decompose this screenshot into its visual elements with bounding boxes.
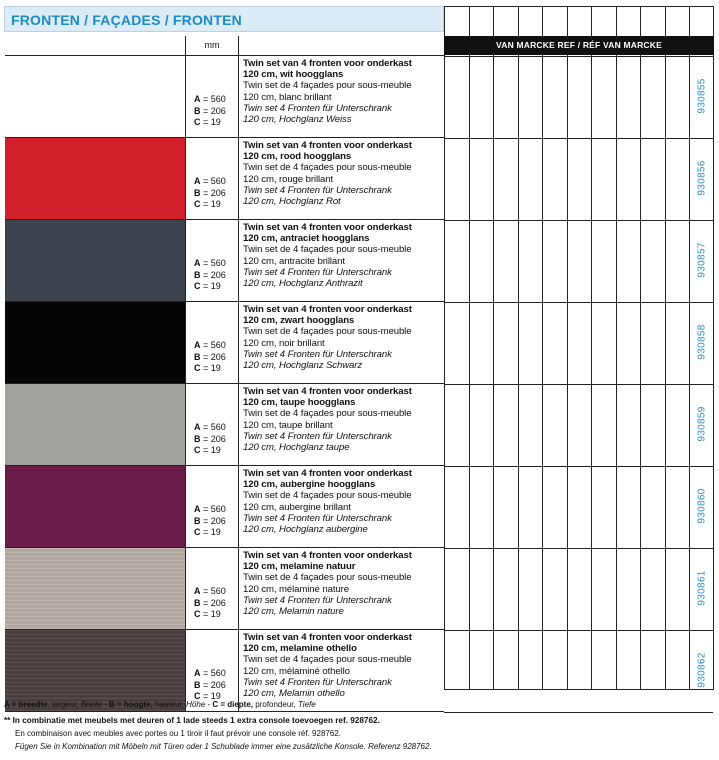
- description-nl: Twin set van 4 fronten voor onderkast 120 cm, rood hoogglans: [243, 140, 412, 163]
- description-fr: Twin set de 4 façades pour sous-meuble 120 cm, aubergine brillant: [243, 490, 412, 513]
- description-fr: Twin set de 4 façades pour sous-meuble 120 cm, antracite brillant: [243, 244, 412, 267]
- product-row: [5, 383, 445, 465]
- note-fr: En combinaison avec meubles avec portes ou 1 tiroir il faut prévoir une console réf. 928762.: [15, 729, 341, 738]
- product-row: [5, 137, 445, 219]
- dim-a: A = 560: [194, 340, 226, 350]
- grid-row-line: [444, 630, 713, 631]
- table-header: [5, 36, 445, 55]
- color-swatch: [5, 302, 185, 383]
- ref-code-text: 930861: [696, 570, 707, 606]
- product-description: [243, 304, 443, 371]
- grid-column-line: [616, 7, 617, 689]
- grid-row-line: [444, 220, 713, 221]
- legend-c-de: Tiefe: [297, 700, 316, 709]
- dim-b: B = 206: [194, 515, 226, 526]
- description-fr: Twin set de 4 façades pour sous-meuble 120 cm, blanc brillant: [243, 80, 412, 103]
- product-row: [5, 55, 445, 137]
- dim-b: B = 206: [194, 187, 226, 198]
- grid-column-line: [640, 7, 641, 689]
- color-swatch: [5, 220, 185, 301]
- dim-a: A = 560: [194, 504, 226, 514]
- dim-c: C = 19: [194, 691, 221, 701]
- dim-c: C = 19: [194, 117, 221, 127]
- dim-a: A = 560: [194, 422, 226, 432]
- dim-a: A = 560: [194, 258, 226, 268]
- ref-code-text: 930856: [696, 160, 707, 196]
- description-de: Twin set 4 Fronten für Unterschrank 120 cm, Hochglanz Schwarz: [243, 348, 392, 372]
- ref-code-text: 930858: [696, 324, 707, 360]
- ref-code-text: 930857: [696, 242, 707, 278]
- ref-code-text: 930859: [696, 406, 707, 442]
- legend-a-de: Breite: [80, 700, 102, 709]
- dimensions: [185, 302, 239, 383]
- product-row: [5, 629, 445, 711]
- description-nl: Twin set van 4 fronten voor onderkast 120 cm, aubergine hoogglans: [243, 468, 412, 491]
- grid-column-line: [542, 7, 543, 689]
- dim-a: A = 560: [194, 668, 226, 678]
- description-de: Twin set 4 Fronten für Unterschrank 120 cm, Melamin nature: [243, 594, 392, 618]
- dimensions: [185, 384, 239, 465]
- legend-c-fr: profondeur,: [255, 700, 296, 709]
- ref-code: [689, 629, 714, 711]
- description-nl: Twin set van 4 fronten voor onderkast 120 cm, taupe hoogglans: [243, 386, 412, 409]
- legend-c-key: C: [212, 700, 219, 709]
- dim-a: A = 560: [194, 176, 226, 186]
- description-de: Twin set 4 Fronten für Unterschrank 120 cm, Hochglanz taupe: [243, 430, 392, 454]
- grid-row-line: [444, 302, 713, 303]
- color-swatch: [5, 466, 185, 547]
- product-description: [243, 632, 443, 699]
- grid-row-line: [444, 466, 713, 467]
- dim-a: A = 560: [194, 586, 226, 596]
- dimensions: [185, 56, 239, 137]
- legend-b-fr: hauteur,: [154, 700, 184, 709]
- legend-a-fr: largeur,: [51, 700, 79, 709]
- dim-b: B = 206: [194, 597, 226, 608]
- ref-code: [689, 547, 714, 629]
- dim-c: C = 19: [194, 527, 221, 537]
- description-fr: Twin set de 4 façades pour sous-meuble 120 cm, rouge brillant: [243, 162, 412, 185]
- description-de: Twin set 4 Fronten für Unterschrank 120 cm, Hochglanz Rot: [243, 184, 392, 208]
- color-swatch: [5, 384, 185, 465]
- dim-b: B = 206: [194, 105, 226, 116]
- dimensions: [185, 220, 239, 301]
- grid-column-line: [469, 7, 470, 689]
- ref-code: [689, 55, 714, 137]
- description-de: Twin set 4 Fronten für Unterschrank 120 cm, Hochglanz aubergine: [243, 512, 392, 536]
- product-description: [243, 58, 443, 125]
- note-de: Fügen Sie in Kombination mit Möbeln mit Türen oder 1 Schublade immer eine zusätzliche Konsole. Referenz 928762.: [15, 742, 432, 751]
- description-nl: Twin set van 4 fronten voor onderkast 120 cm, wit hoogglans: [243, 58, 412, 81]
- product-description: [243, 468, 443, 535]
- dim-a: A = 560: [194, 94, 226, 104]
- ref-code: [689, 465, 714, 547]
- grid-row-line: [444, 712, 713, 713]
- description-de: Twin set 4 Fronten für Unterschrank 120 cm, Melamin othello: [243, 676, 392, 700]
- legend-c-nl: diepte,: [227, 700, 254, 709]
- description-de: Twin set 4 Fronten für Unterschrank 120 cm, Hochglanz Weiss: [243, 102, 392, 126]
- dimensions: [185, 466, 239, 547]
- grid-row-line: [444, 384, 713, 385]
- grid-row-line: [444, 548, 713, 549]
- legend-b-nl: hoogte,: [123, 700, 153, 709]
- dimensions: [185, 138, 239, 219]
- description-nl: Twin set van 4 fronten voor onderkast 120 cm, zwart hoogglans: [243, 304, 412, 327]
- legend-a-key: A: [4, 700, 10, 709]
- product-row: [5, 547, 445, 629]
- dimension-legend: A = breedte, largeur, Breite - B = hoogte, hauteur, Höhe - C = diepte, profondeur, Tiefe: [4, 700, 316, 709]
- ref-code: [689, 383, 714, 465]
- dim-c: C = 19: [194, 363, 221, 373]
- product-row: [5, 219, 445, 301]
- grid-row-line: [444, 138, 713, 139]
- dim-c: C = 19: [194, 609, 221, 619]
- description-nl: Twin set van 4 fronten voor onderkast 120 cm, antraciet hoogglans: [243, 222, 412, 245]
- color-swatch: [5, 138, 185, 219]
- grid-column-line: [518, 7, 519, 689]
- grid-column-line: [567, 7, 568, 689]
- product-description: [243, 222, 443, 289]
- grid-row-line: [444, 56, 713, 57]
- ref-code-text: 930855: [696, 78, 707, 114]
- description-nl: Twin set van 4 fronten voor onderkast 120 cm, melamine natuur: [243, 550, 412, 573]
- description-fr: Twin set de 4 façades pour sous-meuble 120 cm, noir brillant: [243, 326, 412, 349]
- ref-code-text: 930860: [696, 488, 707, 524]
- dim-b: B = 206: [194, 269, 226, 280]
- ref-code: [689, 301, 714, 383]
- description-de: Twin set 4 Fronten für Unterschrank 120 cm, Hochglanz Anthrazit: [243, 266, 392, 290]
- legend-a-nl: breedte: [18, 700, 48, 709]
- product-row: [5, 301, 445, 383]
- description-nl: Twin set van 4 fronten voor onderkast 120 cm, melamine othello: [243, 632, 412, 655]
- description-fr: Twin set de 4 façades pour sous-meuble 120 cm, mélaminé othello: [243, 654, 412, 677]
- unit-header: mm: [185, 36, 239, 55]
- dim-c: C = 19: [194, 281, 221, 291]
- description-fr: Twin set de 4 façades pour sous-meuble 120 cm, taupe brillant: [243, 408, 412, 431]
- dimensions: [185, 548, 239, 629]
- product-description: [243, 140, 443, 207]
- dim-c: C = 19: [194, 199, 221, 209]
- dim-b: B = 206: [194, 679, 226, 690]
- grid-column-line: [665, 7, 666, 689]
- color-swatch: [5, 630, 185, 711]
- dim-c: C = 19: [194, 445, 221, 455]
- legend-b-key: B: [108, 700, 115, 709]
- table-bottom-line: [5, 711, 444, 712]
- section-title: FRONTEN / FAÇADES / FRONTEN: [4, 6, 444, 32]
- ref-code: [689, 219, 714, 301]
- grid-column-line: [493, 7, 494, 689]
- color-swatch: [5, 56, 185, 137]
- ref-header: VAN MARCKE REF / RÉF VAN MARCKE: [444, 36, 714, 55]
- color-swatch: [5, 548, 185, 629]
- ref-code: [689, 137, 714, 219]
- reference-grid: [444, 6, 714, 690]
- legend-b-de: Höhe: [186, 700, 206, 709]
- description-fr: Twin set de 4 façades pour sous-meuble 120 cm, mélaminé nature: [243, 572, 412, 595]
- dim-b: B = 206: [194, 351, 226, 362]
- dim-b: B = 206: [194, 433, 226, 444]
- product-description: [243, 550, 443, 617]
- grid-column-line: [591, 7, 592, 689]
- product-description: [243, 386, 443, 453]
- product-row: [5, 465, 445, 547]
- note-nl: ** In combinatie met meubels met deuren of 1 lade steeds 1 extra console toevoegen ref. 928762.: [4, 716, 380, 725]
- ref-code-text: 930862: [696, 652, 707, 688]
- dimensions: [185, 630, 239, 711]
